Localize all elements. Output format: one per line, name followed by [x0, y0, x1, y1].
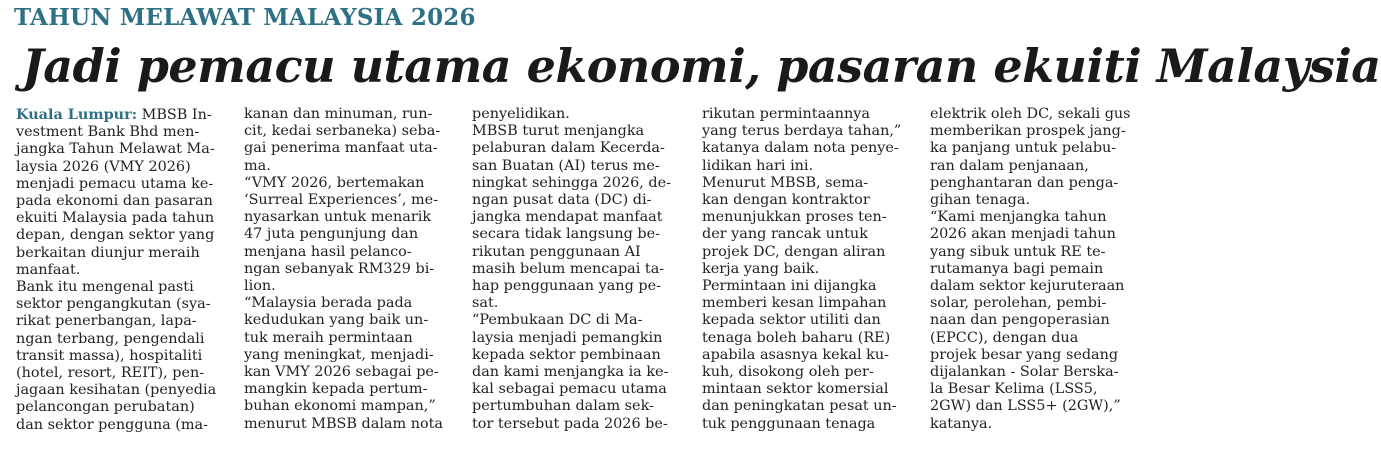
article-line-text: pelancongan perubatan) — [16, 399, 195, 416]
article-line — [472, 158, 684, 175]
article-line — [702, 364, 914, 381]
article-line-text: “Malaysia berada pada — [244, 295, 413, 312]
article-line-text: 2GW) dan LSS5+ (2GW),” — [930, 398, 1121, 415]
article-line-text: sat. — [472, 295, 499, 312]
article-line — [472, 398, 684, 415]
article-line-text: menjadi pemacu utama ke- — [16, 175, 214, 192]
article-line-text: ‘Surreal Experiences’, me- — [244, 192, 439, 209]
article-line-text: ka panjang untuk pelabu- — [930, 140, 1117, 157]
article-line-text: penghantaran dan penga- — [930, 174, 1119, 191]
article-line-text: elektrik oleh DC, sekali gus — [930, 106, 1131, 122]
article-line — [930, 381, 1142, 398]
article-line — [472, 312, 684, 329]
article-column-1 — [16, 106, 228, 434]
article-column-5 — [930, 106, 1142, 433]
article-line-text: jagaan kesihatan (penyedia — [16, 382, 217, 399]
article-line-text: Menurut MBSB, sema- — [702, 174, 869, 191]
article-line — [244, 312, 456, 329]
article-line — [244, 226, 456, 243]
article-line-text: memberi kesan limpahan — [702, 295, 887, 312]
article-line — [244, 330, 456, 347]
article-line-text: “VMY 2026, bertemakan — [244, 174, 425, 191]
article-line — [16, 159, 228, 176]
article-line-text: kal sebagai pemacu utama — [472, 381, 667, 398]
article-line — [702, 261, 914, 278]
article-line — [930, 295, 1142, 312]
article-line-text: kan dengan kontraktor — [702, 192, 870, 209]
article-line — [930, 312, 1142, 329]
article-line-text: dan kami menjangka ia ke- — [472, 364, 669, 381]
article-line — [244, 347, 456, 364]
article-line — [930, 330, 1142, 347]
article-line-text: “Kami menjangka tahun — [930, 209, 1107, 226]
article-line — [472, 416, 684, 433]
article-line-text: kuh, disokong oleh per- — [702, 364, 874, 381]
article-line — [244, 192, 456, 209]
article-line — [244, 398, 456, 415]
article-line — [16, 296, 228, 313]
article-line-text: rikat penerbangan, lapa- — [16, 313, 197, 330]
article-line — [930, 140, 1142, 157]
article-line-text: ran dalam penjanaan, — [930, 157, 1089, 174]
article-line — [244, 261, 456, 278]
article-line — [244, 295, 456, 312]
article-line-text: der yang rancak untuk — [702, 226, 868, 243]
article-column-4 — [702, 106, 914, 433]
article-line-text: yang terus berdaya tahan,” — [702, 123, 902, 140]
article-line-text: penyelidikan. — [472, 106, 570, 122]
article-line — [930, 398, 1142, 415]
article-line-text: katanya dalam nota penye- — [702, 140, 899, 157]
article-column-2 — [244, 106, 456, 433]
article-line — [702, 226, 914, 243]
article-line — [244, 416, 456, 433]
article-line-text: lidikan hari ini. — [702, 157, 814, 174]
article-line — [16, 348, 228, 365]
article-line — [930, 106, 1142, 123]
article-column-3 — [472, 106, 684, 433]
article-line-text: naan dan pengoperasian — [930, 312, 1110, 329]
article-line — [702, 295, 914, 312]
article-line-text: MBSB In- — [141, 107, 212, 123]
article-line — [244, 123, 456, 140]
article-line-text: rikutan permintaannya — [702, 106, 870, 122]
article-line-text: yang sibuk untuk RE te- — [930, 243, 1106, 260]
article-line-text: depan, dengan sektor yang — [16, 227, 215, 244]
article-line — [472, 364, 684, 381]
article-line-text: projek besar yang sedang — [930, 346, 1119, 363]
article-line-text: ma. — [244, 157, 271, 174]
article-line — [702, 347, 914, 364]
article-line-text: tuk meraih permintaan — [244, 329, 413, 346]
article-line-text: cit, kedai serbaneka) seba- — [244, 123, 441, 140]
article-line — [930, 209, 1142, 226]
article-line-text: tor tersebut pada 2026 be- — [472, 415, 668, 432]
article-line — [244, 278, 456, 295]
article-line-text: gai penerima manfaat uta- — [244, 140, 438, 157]
article-line — [702, 158, 914, 175]
article-line — [472, 330, 684, 347]
article-line-text: vestment Bank Bhd men- — [16, 124, 200, 141]
article-line-text: tuk penggunaan tenaga — [702, 415, 876, 432]
article-line — [244, 175, 456, 192]
article-line — [244, 209, 456, 226]
article-line-text: berkaitan diunjur meraih — [16, 244, 200, 261]
article-line-text: projek DC, dengan aliran — [702, 243, 886, 260]
article-line — [472, 175, 684, 192]
article-line — [930, 347, 1142, 364]
dateline: Kuala Lumpur: — [16, 106, 138, 123]
article-line-text: jangka Tahun Melawat Ma- — [16, 141, 215, 158]
article-line — [16, 141, 228, 158]
article-line-text: mintaan sektor komersial — [702, 381, 889, 398]
article-line — [702, 416, 914, 433]
article-line — [16, 262, 228, 279]
article-line-text: kedudukan yang baik un- — [244, 312, 429, 329]
article-line — [16, 106, 228, 124]
article-line — [702, 106, 914, 123]
article-line — [472, 226, 684, 243]
article-line — [244, 364, 456, 381]
article-line-text: (hotel, resort, REIT), pen- — [16, 365, 205, 382]
article-line — [472, 261, 684, 278]
article-line — [244, 244, 456, 261]
article-line-text: pada ekonomi dan pasaran — [16, 193, 213, 210]
article-line — [16, 245, 228, 262]
article-line-text: ngan pusat data (DC) di- — [472, 192, 652, 209]
article-line-text: memberikan prospek jang- — [930, 123, 1126, 140]
article-line-text: gihan tenaga. — [930, 192, 1031, 209]
article-line — [702, 398, 914, 415]
article-line-text: dijalankan - Solar Berska- — [930, 364, 1119, 381]
article-line — [930, 192, 1142, 209]
article-line — [702, 175, 914, 192]
article-line-text: rutamanya bagi pemain — [930, 260, 1104, 277]
article-line-text: pertumbuhan dalam sek- — [472, 398, 654, 415]
section-kicker: TAHUN MELAWAT MALAYSIA 2026 — [14, 4, 476, 31]
article-line — [472, 192, 684, 209]
article-line-text: secara tidak langsung be- — [472, 226, 661, 243]
article-line — [16, 227, 228, 244]
article-line — [702, 330, 914, 347]
article-line-text: san Buatan (AI) terus me- — [472, 157, 660, 174]
article-line — [930, 261, 1142, 278]
article-line-text: laysia 2026 (VMY 2026) — [16, 158, 191, 175]
article-line — [16, 176, 228, 193]
article-line-text: kepada sektor utiliti dan — [702, 312, 881, 329]
article-line-text: 2026 akan menjadi tahun — [930, 226, 1116, 243]
article-line — [702, 244, 914, 261]
article-line-text: apabila asasnya kekal ku- — [702, 346, 889, 363]
article-line — [702, 312, 914, 329]
article-line — [930, 226, 1142, 243]
article-line — [16, 124, 228, 141]
article-line-text: kerja yang baik. — [702, 260, 820, 277]
article-line-text: kan VMY 2026 sebagai pe- — [244, 364, 439, 381]
article-line-text: la Besar Kelima (LSS5, — [930, 381, 1098, 398]
article-line-text: menurut MBSB dalam nota — [244, 415, 444, 432]
article-line — [472, 347, 684, 364]
article-line — [472, 123, 684, 140]
article-line-text: solar, perolehan, pembi- — [930, 295, 1107, 312]
article-line-text: transit massa), hospitaliti — [16, 347, 203, 364]
article-line-text: yang meningkat, menjadi- — [244, 346, 434, 363]
article-line-text: menjana hasil pelanco- — [244, 243, 412, 260]
article-line-text: kanan dan minuman, run- — [244, 106, 433, 122]
article-line-text: hap penggunaan yang pe- — [472, 278, 661, 295]
article-line — [16, 399, 228, 416]
article-line — [702, 278, 914, 295]
article-line — [930, 278, 1142, 295]
article-line-text: Permintaan ini dijangka — [702, 278, 877, 295]
article-line-text: nyasarkan untuk menarik — [244, 209, 432, 226]
article-line-text: katanya. — [930, 415, 993, 432]
article-line-text: laysia menjadi pemangkin — [472, 329, 663, 346]
article-body — [16, 106, 1142, 464]
article-line — [472, 106, 684, 123]
article-line-text: 47 juta pengunjung dan — [244, 226, 419, 243]
article-line — [472, 278, 684, 295]
article-line-text: kepada sektor pembinaan — [472, 346, 661, 363]
article-line-text: tenaga boleh baharu (RE) — [702, 329, 891, 346]
article-line-text: dalam sektor kejuruteraan — [930, 278, 1125, 295]
article-line — [244, 158, 456, 175]
article-line — [244, 106, 456, 123]
article-line — [244, 381, 456, 398]
article-line-text: lion. — [244, 278, 276, 295]
article-line — [472, 295, 684, 312]
article-line — [930, 244, 1142, 261]
article-line — [930, 175, 1142, 192]
article-line-text: (EPCC), dengan dua — [930, 329, 1079, 346]
article-line-text: pelaburan dalam Kecerda- — [472, 140, 665, 157]
article-line-text: dan sektor pengguna (ma- — [16, 416, 208, 433]
article-line — [16, 193, 228, 210]
article-line — [702, 192, 914, 209]
article-line-text: sektor pengangkutan (sya- — [16, 296, 211, 313]
article-headline: Jadi pemacu utama ekonomi, pasaran ekuiti Malaysia — [22, 39, 1381, 93]
article-line — [930, 364, 1142, 381]
article-line — [702, 140, 914, 157]
article-line — [702, 123, 914, 140]
article-line-text: ekuiti Malaysia pada tahun — [16, 210, 215, 227]
article-line-text: dan peningkatan pesat un- — [702, 398, 897, 415]
article-line-text: masih belum mencapai ta- — [472, 260, 665, 277]
article-line-text: ngan sebanyak RM329 bi- — [244, 260, 435, 277]
article-line — [930, 123, 1142, 140]
article-line — [16, 417, 228, 434]
article-line-text: jangka mendapat manfaat — [472, 209, 663, 226]
article-line — [16, 365, 228, 382]
article-line — [472, 140, 684, 157]
article-line — [16, 331, 228, 348]
article-line — [472, 209, 684, 226]
article-line-text: buhan ekonomi mampan,” — [244, 398, 436, 415]
article-line — [16, 279, 228, 296]
article-line-text: ngan terbang, pengendali — [16, 330, 205, 347]
article-line-text: “Pembukaan DC di Ma- — [472, 312, 643, 329]
article-line-text: mangkin kepada pertum- — [244, 381, 428, 398]
article-line — [930, 158, 1142, 175]
article-line — [472, 244, 684, 261]
article-line — [930, 416, 1142, 433]
article-line — [702, 209, 914, 226]
article-line — [702, 381, 914, 398]
article-line — [16, 313, 228, 330]
article-line-text: manfaat. — [16, 261, 81, 278]
article-line-text: rikutan penggunaan AI — [472, 243, 641, 260]
article-line — [472, 381, 684, 398]
article-line — [16, 210, 228, 227]
article-line-text: MBSB turut menjangka — [472, 123, 645, 140]
article-line-text: Bank itu mengenal pasti — [16, 279, 194, 296]
article-line — [244, 140, 456, 157]
article-line — [16, 382, 228, 399]
article-line-text: menunjukkan proses ten- — [702, 209, 887, 226]
article-line-text: ningkat sehingga 2026, de- — [472, 174, 671, 191]
